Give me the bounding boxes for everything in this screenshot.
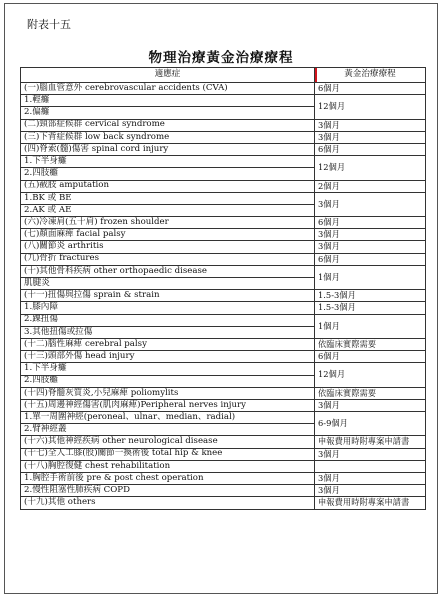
table-row [21, 290, 426, 302]
appendix-label: 附表十五 [27, 18, 71, 31]
condition-cell: (三)下背症候群 low back syndrome [21, 131, 315, 143]
header-condition: 適應症 [21, 68, 315, 83]
table-row [21, 338, 426, 350]
course-cell: 申報費用時附專案申請書 [315, 436, 426, 448]
table-row [21, 83, 426, 95]
course-cell: 12個月 [315, 156, 426, 180]
condition-cell: 肌腱炎 [21, 278, 315, 290]
condition-cell: (十二)腦性麻痺 cerebral palsy [21, 338, 315, 350]
table-row [21, 460, 426, 472]
condition-cell: (十三)頭部外傷 head injury [21, 351, 315, 363]
condition-cell: 2.四肢癱 [21, 375, 315, 387]
table-row [21, 143, 426, 155]
course-cell: 3個月 [315, 448, 426, 460]
course-cell: 1個月 [315, 314, 426, 338]
table-row [21, 119, 426, 131]
condition-cell: 2.慢性阻塞性肺疾病 COPD [21, 485, 315, 497]
course-cell: 3個月 [315, 119, 426, 131]
table-row [21, 253, 426, 265]
condition-cell: (十九)其他 others [21, 497, 315, 509]
table-row [21, 192, 426, 204]
table-row [21, 180, 426, 192]
table-row [21, 302, 426, 314]
course-cell: 3個月 [315, 473, 426, 485]
condition-cell: (四)脊索(髓)傷害 spinal cord injury [21, 143, 315, 155]
table-row [21, 265, 426, 277]
course-cell: 2個月 [315, 180, 426, 192]
condition-cell: (二)頸部症候群 cervical syndrome [21, 119, 315, 131]
table-row [21, 399, 426, 411]
condition-cell: (十一)扭傷與拉傷 sprain & strain [21, 290, 315, 302]
course-cell: 1個月 [315, 265, 426, 289]
course-cell: 6個月 [315, 351, 426, 363]
condition-cell: (十八)胸腔復健 chest rehabilitation [21, 460, 315, 472]
condition-cell: 2.四肢癱 [21, 168, 315, 180]
condition-cell: (八)關節炎 arthritis [21, 241, 315, 253]
header-course [315, 68, 426, 83]
table-row [21, 314, 426, 326]
table-row [21, 448, 426, 460]
condition-cell: 1.單一周圍神經(peroneal、ulnar、median、radial) [21, 412, 315, 424]
header-course-label: 黃金治療療程 [344, 69, 396, 80]
course-cell: 3個月 [315, 485, 426, 497]
condition-cell: 2.踝扭傷 [21, 314, 315, 326]
table-body [21, 83, 426, 510]
course-cell: 3個月 [315, 399, 426, 411]
course-cell: 申報費用時附專案申請書 [315, 497, 426, 509]
table-row [21, 131, 426, 143]
table-row [21, 217, 426, 229]
condition-cell: (十四)脊髓灰質炎,小兒麻痺 poliomylits [21, 387, 315, 399]
table-row [21, 95, 426, 107]
course-cell: 3個月 [315, 241, 426, 253]
condition-cell: 2.臂神經叢 [21, 424, 315, 436]
condition-cell: 1.BK 或 BE [21, 192, 315, 204]
course-cell: 1.5-3個月 [315, 302, 426, 314]
condition-cell: (十五)周邊神經傷害(肌肉麻痺)Peripheral nerves injury [21, 399, 315, 411]
condition-cell: (十七)全人工膝(股)關節一換術後 total hip & knee [21, 448, 315, 460]
condition-cell: (六)冷凍肩(五十肩) frozen shoulder [21, 217, 315, 229]
condition-cell: 3.其他扭傷或拉傷 [21, 326, 315, 338]
table-row [21, 229, 426, 241]
course-cell: 3個月 [315, 131, 426, 143]
table-row [21, 156, 426, 168]
table-row [21, 497, 426, 509]
table-row [21, 387, 426, 399]
table-row [21, 485, 426, 497]
condition-cell: (十六)其他神經疾病 other neurological disease [21, 436, 315, 448]
condition-cell: (九)骨折 fractures [21, 253, 315, 265]
course-cell: 6個月 [315, 83, 426, 95]
course-cell: 3個月 [315, 229, 426, 241]
condition-cell: 1.胸腔手術前後 pre & post chest operation [21, 473, 315, 485]
condition-cell: 2.AK 或 AE [21, 204, 315, 216]
condition-cell: 1.下半身癱 [21, 363, 315, 375]
table-row [21, 351, 426, 363]
table-header-row [21, 68, 426, 83]
course-cell: 6個月 [315, 253, 426, 265]
page-title: 物理治療黃金治療療程 [148, 50, 294, 66]
condition-cell: 1.輕癱 [21, 95, 315, 107]
condition-cell: (五)截肢 amputation [21, 180, 315, 192]
course-cell: 12個月 [315, 363, 426, 387]
course-cell: 依臨床實際需要 [315, 387, 426, 399]
course-cell: 6個月 [315, 217, 426, 229]
table-row [21, 473, 426, 485]
condition-cell: (十)其他骨科疾病 other orthopaedic disease [21, 265, 315, 277]
course-cell: 依臨床實際需要 [315, 338, 426, 350]
course-cell: 3個月 [315, 192, 426, 216]
table-row [21, 241, 426, 253]
course-cell: 6-9個月 [315, 412, 426, 436]
condition-cell: (一)腦血管意外 cerebrovascular accidents (CVA) [21, 83, 315, 95]
course-cell [315, 460, 426, 472]
course-cell: 1.5-3個月 [315, 290, 426, 302]
table-row [21, 436, 426, 448]
table-row [21, 412, 426, 424]
table-row [21, 363, 426, 375]
condition-cell: 1.膝內障 [21, 302, 315, 314]
condition-cell: 2.偏癱 [21, 107, 315, 119]
course-cell: 12個月 [315, 95, 426, 119]
course-cell: 6個月 [315, 143, 426, 155]
treatment-course-table [20, 67, 426, 510]
condition-cell: 1.下半身癱 [21, 156, 315, 168]
document-page [4, 3, 438, 594]
condition-cell: (七)顏面麻痺 facial palsy [21, 229, 315, 241]
